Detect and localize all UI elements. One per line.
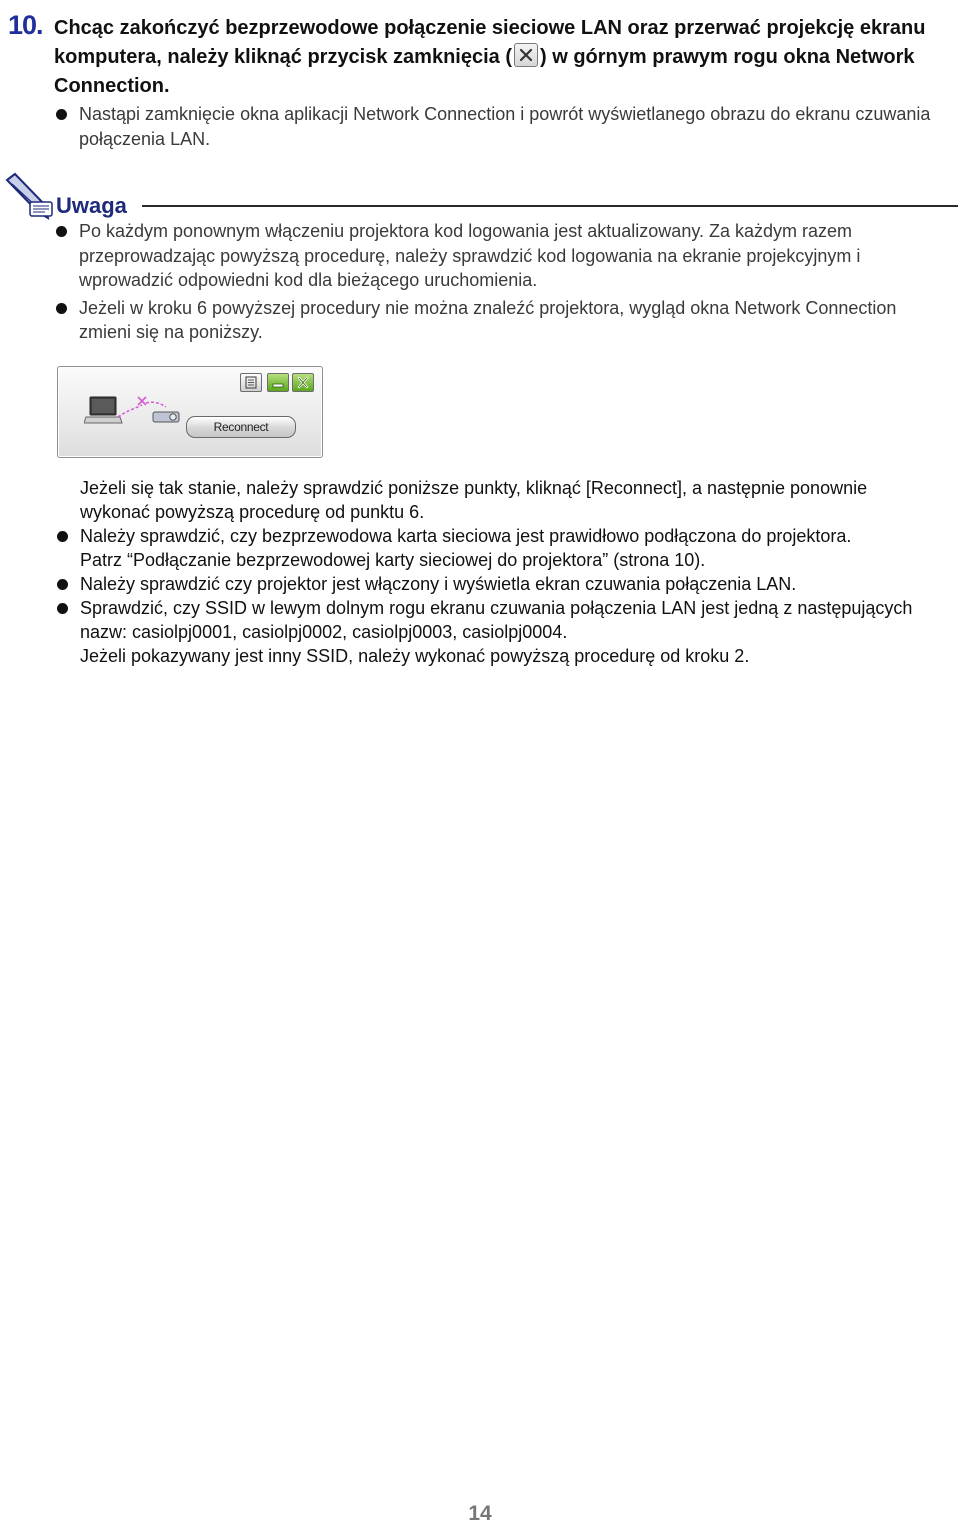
list-item bbox=[55, 572, 940, 596]
list-item: Nastąpi zamknięcie okna aplikacji Network Connection i powrót wyświetlanego obrazu do ekranu czuwania połączenia LAN. bbox=[54, 102, 934, 151]
note-divider bbox=[142, 205, 958, 207]
check-subtext: Patrz “Podłączanie bezprzewodowej karty sieciowej do projektora” (strona 10). bbox=[80, 550, 706, 570]
check-text: Należy sprawdzić, czy bezprzewodowa karta sieciowa jest prawidłowo podłączona do projektora. bbox=[80, 526, 852, 546]
list-item bbox=[55, 596, 940, 668]
close-x-icon bbox=[514, 43, 538, 67]
note-bullets bbox=[54, 219, 934, 348]
page-number: 14 bbox=[468, 1502, 492, 1525]
projector-icon bbox=[152, 409, 180, 430]
check-text: Należy sprawdzić czy projektor jest włączony i wyświetla ekran czuwania połączenia LAN. bbox=[80, 574, 797, 594]
menu-icon[interactable] bbox=[240, 373, 262, 392]
check-text: Sprawdzić, czy SSID w lewym dolnym rogu ekranu czuwania połączenia LAN jest jedną z następujących nazw: casiolpj0001, casiolpj0002, casiolpj0003, casiolpj0004. bbox=[80, 598, 913, 642]
step-number: 10. bbox=[8, 10, 43, 40]
reconnect-button[interactable]: Reconnect bbox=[186, 416, 296, 438]
minimize-icon[interactable] bbox=[267, 373, 289, 392]
note-pencil-icon bbox=[4, 172, 54, 225]
step-bullets bbox=[54, 102, 934, 151]
troubleshoot-intro: Jeżeli się tak stanie, należy sprawdzić poniższe punkty, kliknąć [Reconnect], a następnie ponownie wykonać powyższą procedurę od punktu 6. bbox=[80, 478, 868, 522]
list-item: Po każdym ponownym włączeniu projektora kod logowania jest aktualizowany. Za każdym razem przeprowadzając powyższą procedurę, należy sprawdzić kod logowania na ekranie projekcyjnym i wprowadzić odpowiedni kod dla bieżącego uruchomienia. bbox=[54, 219, 934, 293]
step-text-before: Chcąc zakończyć bezprzewodowe połączenie sieciowe LAN oraz przerwać projekcję ekranu komputera, należy kliknąć przycisk zamknięcia ( bbox=[54, 17, 926, 68]
list-item: Jeżeli w kroku 6 powyższej procedury nie można znaleźć projektora, wygląd okna Network Connection zmieni się na poniższy. bbox=[54, 296, 934, 345]
note-heading: Uwaga bbox=[56, 193, 127, 218]
network-connection-window bbox=[57, 366, 323, 458]
check-subtext: Jeżeli pokazywany jest inny SSID, należy wykonać powyższą procedurę od kroku 2. bbox=[80, 646, 750, 666]
step-instruction bbox=[54, 14, 954, 101]
list-item bbox=[55, 524, 940, 572]
close-icon[interactable] bbox=[292, 373, 314, 392]
troubleshoot-section bbox=[80, 476, 940, 668]
step-text-after: ) w górnym prawym rogu okna Network Connection. bbox=[54, 46, 915, 97]
